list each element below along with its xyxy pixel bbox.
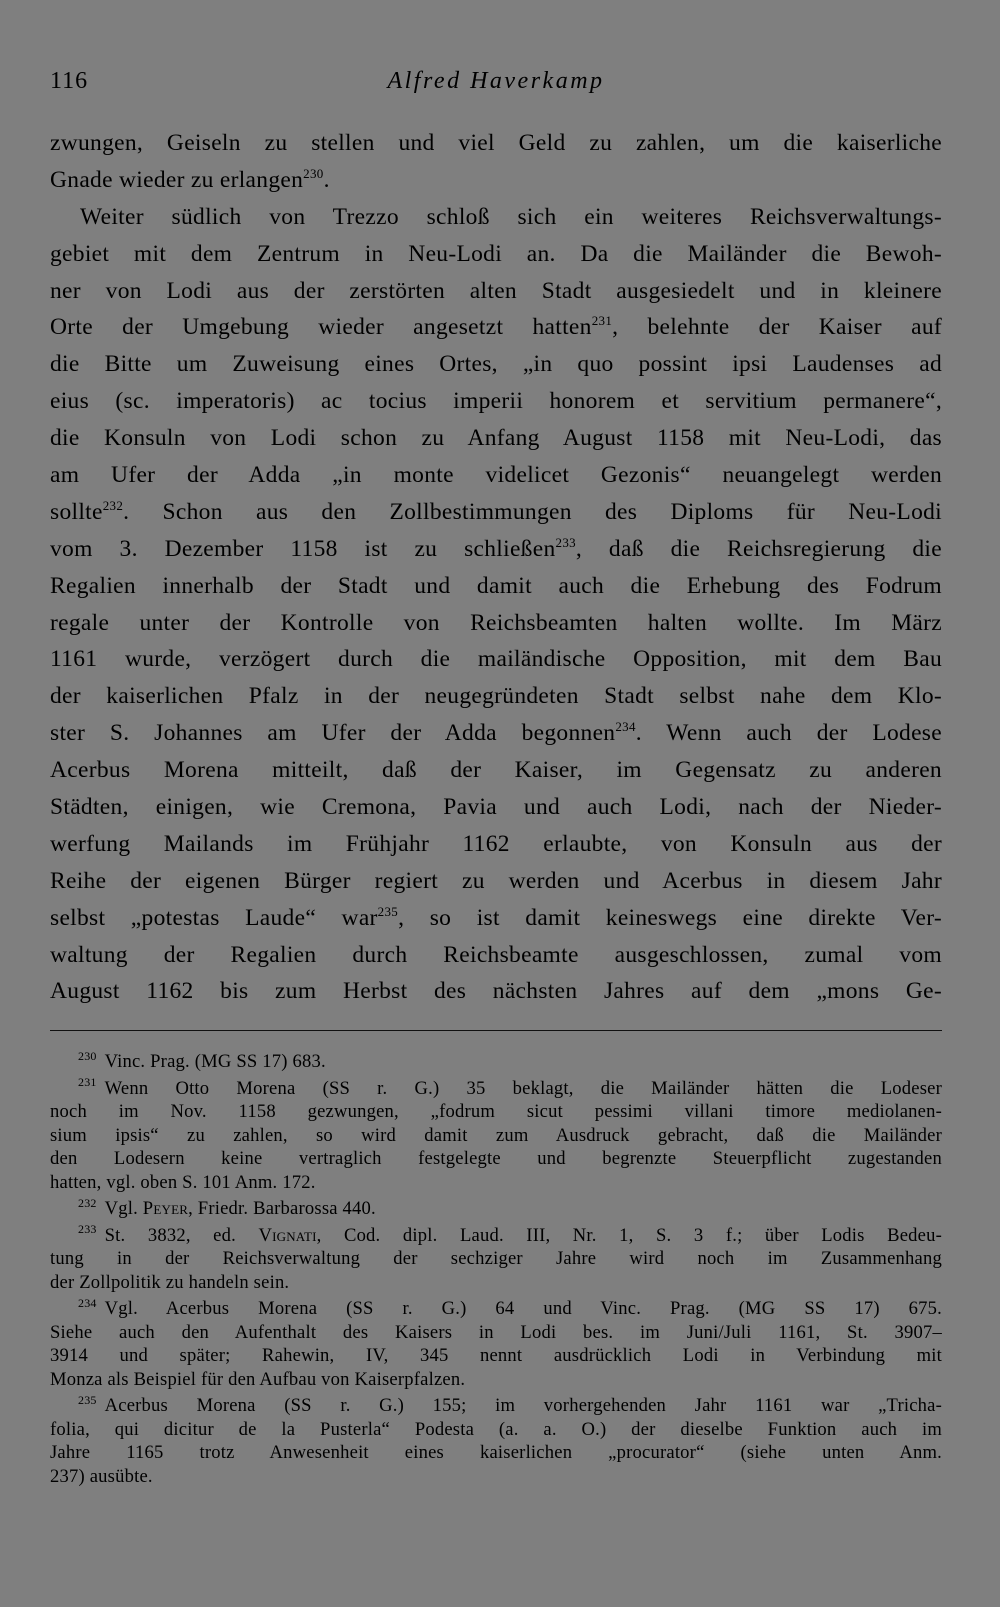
text-line: Acerbus Morena mitteilt, daß der Kaiser, im Gegensatz zu anderen <box>50 757 942 784</box>
footnote-232: $^{232}$ Vgl. Peyer, Friedr. Barbarossa 440. <box>78 1195 376 1219</box>
page-header <box>50 68 942 102</box>
text-line: die Konsuln von Lodi schon zu Anfang August 1158 mit Neu-Lodi, das <box>50 425 942 452</box>
footnote-234: $^{234}$ Vgl. Acerbus Morena (SS r. G.) 64 und Vinc. Prag. (MG SS 17) 675. Siehe auch den Aufenthalt des Kaisers in Lodi bes. im Juni/Juli 1161, St. 3907– 3914 und später; Rahewin, IV, 345 nennt ausdrücklich Lodi in Verbindung mit Monza als Beispiel für den Aufbau von Kaiserpfalzen. <box>50 1295 942 1390</box>
footnote-divider <box>50 1030 942 1031</box>
text-line: ster S. Johannes am Ufer der Adda begonnen$^{234}$. Wenn auch der Lodese <box>50 719 942 747</box>
footnote-ref[interactable]: 233 <box>555 534 576 550</box>
footnote-number: 233 <box>78 1222 97 1237</box>
footnote-235: $^{235}$ Acerbus Morena (SS r. G.) 155; im vorhergehenden Jahr 1161 war „Tricha- folia, qui dicitur de la Pusterla“ Podesta (a. a. O.) der dieselbe Funktion auch im Jahre 1165 trotz Anwesenheit eines kaiserlichen „procurator“ (siehe unten Anm. 237) ausübte. <box>50 1392 942 1487</box>
text-line: der kaiserlichen Pfalz in der neugegründeten Stadt selbst nahe dem Klo- <box>50 683 942 710</box>
text-line: eius (sc. imperatoris) ac tocius imperii honorem et servitium permanere“, <box>50 388 942 415</box>
text-line: sollte$^{232}$. Schon aus den Zollbestimmungen des Diploms für Neu-Lodi <box>50 498 942 525</box>
text-line: vom 3. Dezember 1158 ist zu schließen$^{233}$, daß die Reichsregierung die <box>50 534 942 562</box>
footnote-number: 231 <box>78 1075 97 1090</box>
text-line: Orte der Umgebung wieder angesetzt hatten$^{231}$, belehnte der Kaiser auf <box>50 313 942 341</box>
footnote-231: $^{231}$ Wenn Otto Morena (SS r. G.) 35 beklagt, die Mailänder hätten die Lodeser noch im Nov. 1158 gezwungen, „fodrum sicut pessimi villani timore mediolanen- sium ipsis“ zu zahlen, so wird damit zum Ausdruck gebracht, daß die Mailänder den Lodesern keine vertraglich festgelegte und begrenzte Steuerpflicht zugestanden hatten, vgl. oben S. 101 Anm. 172. <box>50 1075 942 1193</box>
footnote-230: $^{230}$ Vinc. Prag. (MG SS 17) 683. <box>78 1048 326 1072</box>
text-line: Regalien innerhalb der Stadt und damit auch die Erhebung des Fodrum <box>50 572 942 599</box>
footnote-number: 235 <box>78 1392 97 1407</box>
text-line: Städten, einigen, wie Cremona, Pavia und auch Lodi, nach der Nieder- <box>50 794 942 821</box>
text-line: die Bitte um Zuweisung eines Ortes, „in quo possint ipsi Laudenses ad <box>50 351 942 378</box>
footnote-233: $^{233}$ St. 3832, ed. Vignati, Cod. dipl. Laud. III, Nr. 1, S. 3 f.; über Lodis Bedeu- tung in der Reichsverwaltung der sechziger Jahre wird noch im Zusammenhang der Zollpolitik zu handeln sein. <box>50 1222 942 1293</box>
page-number: 116 <box>50 68 89 94</box>
footnote-number: 234 <box>78 1295 97 1310</box>
text-line: Gnade wieder zu erlangen$^{230}$. <box>50 166 330 193</box>
main-text <box>50 125 942 1010</box>
text-line: August 1162 bis zum Herbst des nächsten Jahres auf dem „mons Ge- <box>50 978 942 1005</box>
author-name: Vignati <box>258 1224 317 1246</box>
footnote-ref[interactable]: 232 <box>102 498 124 514</box>
running-head: Alfred Haverkamp <box>387 68 605 94</box>
footnote-ref[interactable]: 230 <box>303 166 324 182</box>
footnote-number: 232 <box>78 1195 97 1210</box>
text-line: werfung Mailands im Frühjahr 1162 erlaubte, von Konsuln aus der <box>50 830 942 857</box>
text-line: regale unter der Kontrolle von Reichsbeamten halten wollte. Im März <box>50 609 942 636</box>
text-line: zwungen, Geiseln zu stellen und viel Geld zu zahlen, um die kaiserliche <box>50 130 942 156</box>
text-line: selbst „potestas Laude“ war$^{235}$, so ist damit keineswegs eine direkte Ver- <box>50 903 942 931</box>
footnote-ref[interactable]: 231 <box>591 313 613 329</box>
footnote-number: 230 <box>78 1048 97 1063</box>
text-line: Reihe der eigenen Bürger regiert zu werden und Acerbus in diesem Jahr <box>50 867 942 894</box>
text-line: am Ufer der Adda „in monte videlicet Gezonis“ neuangelegt werden <box>50 462 942 489</box>
footnotes <box>50 1050 942 1491</box>
footnote-ref[interactable]: 235 <box>377 903 399 919</box>
text-line: 1161 wurde, verzögert durch die mailändische Opposition, mit dem Bau <box>50 646 942 673</box>
text-line: waltung der Regalien durch Reichsbeamte ausgeschlossen, zumal vom <box>50 941 942 968</box>
author-name: Peyer <box>142 1198 189 1219</box>
text-line: ner von Lodi aus der zerstörten alten Stadt ausgesiedelt und in kleinere <box>50 277 942 304</box>
text-line: Weiter südlich von Trezzo schloß sich ein weiteres Reichsverwaltungs- <box>80 203 942 230</box>
text-line: gebiet mit dem Zentrum in Neu-Lodi an. Da die Mailänder die Bewoh- <box>50 240 942 267</box>
footnote-ref[interactable]: 234 <box>615 719 636 735</box>
